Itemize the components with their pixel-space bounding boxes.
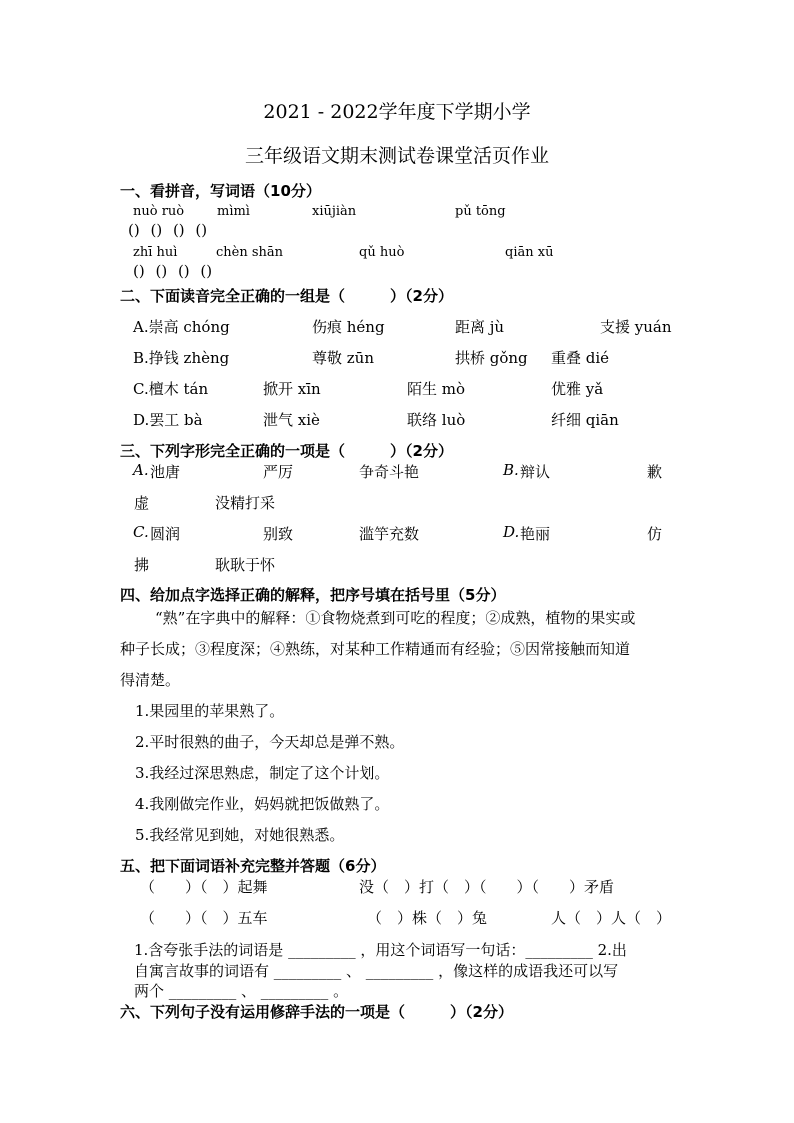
option: 尊敬 zūn <box>312 349 374 367</box>
question-line: 1.含夸张手法的词语是 _________ ，用这个词语写一句话：_________ 2.出 <box>134 941 627 959</box>
pinyin: chèn shān <box>216 245 284 260</box>
option: 陌生 mò <box>407 380 466 398</box>
option: 优雅 yǎ <box>551 380 604 398</box>
pinyin: nuò ruò <box>133 204 185 219</box>
option-letter: B. <box>503 461 519 479</box>
section-6-heading: 六、下列句子没有运用修辞手法的一项是（ ）（2分） <box>120 1003 513 1021</box>
option: 纤细 qiān <box>551 411 619 429</box>
fill-blank[interactable]: （ ）（ ）起舞 <box>140 878 268 896</box>
section-4-heading: 四、给加点字选择正确的解释，把序号填在括号里（5分） <box>120 586 506 604</box>
word: 别致 <box>263 525 294 543</box>
question-item: 2.平时很熟的曲子，今天却总是弹不熟。 <box>135 733 405 751</box>
option: 泄气 xiè <box>263 411 320 429</box>
option: 距离 jù <box>455 318 505 336</box>
answer-boxes[interactable]: () () () () <box>128 221 208 239</box>
question-item: 3.我经过深思熟虑，制定了这个计划。 <box>135 764 390 782</box>
word: 辩认 <box>520 463 551 481</box>
paragraph-line: “熟”在字典中的解释：①食物烧煮到可吃的程度；②成熟，植物的果实或 <box>155 609 636 627</box>
question-item: 5.我经常见到她，对她很熟悉。 <box>135 826 345 844</box>
option-letter: D. <box>503 523 520 541</box>
word: 争奇斗艳 <box>359 463 420 481</box>
option: B.挣钱 zhèng <box>133 349 230 367</box>
page-title: 2021 - 2022学年度下学期小学 <box>263 101 531 123</box>
word: 仿 <box>647 525 663 543</box>
page-subtitle: 三年级语文期末测试卷课堂活页作业 <box>244 145 549 167</box>
option: D.罢工 bà <box>133 411 203 429</box>
section-1-heading: 一、看拼音，写词语（10分） <box>120 182 321 200</box>
option-letter: C. <box>133 523 149 541</box>
word: 圆润 <box>150 525 181 543</box>
paragraph-line: 种子长成；③程度深；④熟练，对某种工作精通而有经验；⑤因常接触而知道 <box>120 640 631 658</box>
fill-blank[interactable]: 人（ ）人（ ） <box>551 909 672 927</box>
question-line: 两个 _________ 、 _________ 。 <box>134 982 349 1000</box>
pinyin: mìmì <box>217 204 250 219</box>
option: 伤痕 héng <box>312 318 385 336</box>
word: 耿耿于怀 <box>215 556 276 574</box>
option: 联络 luò <box>407 411 466 429</box>
option: 重叠 dié <box>551 349 610 367</box>
option: 支援 yuán <box>600 318 672 336</box>
option: A.崇高 chóng <box>133 318 230 336</box>
answer-boxes[interactable]: () () () () <box>133 262 213 280</box>
section-2-heading: 二、下面读音完全正确的一组是（ ）（2分） <box>120 287 453 305</box>
word: 虚 <box>134 494 150 512</box>
word: 没精打采 <box>215 494 276 512</box>
fill-blank[interactable]: 没（ ）打（ ）（ ）（ ）矛盾 <box>359 878 615 896</box>
word: 歉 <box>647 463 663 481</box>
fill-blank[interactable]: （ ）株（ ）兔 <box>367 909 488 927</box>
word: 拂 <box>134 556 150 574</box>
question-item: 4.我刚做完作业，妈妈就把饭做熟了。 <box>135 795 390 813</box>
paragraph-line: 得清楚。 <box>120 671 181 689</box>
option-letter: A. <box>133 461 149 479</box>
option: 拱桥 gǒng <box>455 349 528 367</box>
pinyin: qiān xū <box>505 245 554 260</box>
pinyin: pǔ tōng <box>455 204 506 219</box>
word: 滥竽充数 <box>359 525 420 543</box>
section-5-heading: 五、把下面词语补充完整并答题（6分） <box>120 857 386 875</box>
pinyin: qǔ huò <box>359 245 405 260</box>
question-line: 自寓言故事的词语有 _________ 、 _________ ，像这样的成语我还可以写 <box>134 962 619 980</box>
pinyin: xiūjiàn <box>312 204 357 219</box>
option: C.檀木 tán <box>133 380 209 398</box>
word: 严厉 <box>263 463 294 481</box>
pinyin: zhī huì <box>133 245 178 260</box>
question-item: 1.果园里的苹果熟了。 <box>135 702 285 720</box>
word: 池唐 <box>150 463 181 481</box>
fill-blank[interactable]: （ ）（ ）五车 <box>140 909 268 927</box>
option: 掀开 xīn <box>263 380 321 398</box>
word: 艳丽 <box>520 525 551 543</box>
section-3-heading: 三、下列字形完全正确的一项是（ ）（2分） <box>120 442 453 460</box>
